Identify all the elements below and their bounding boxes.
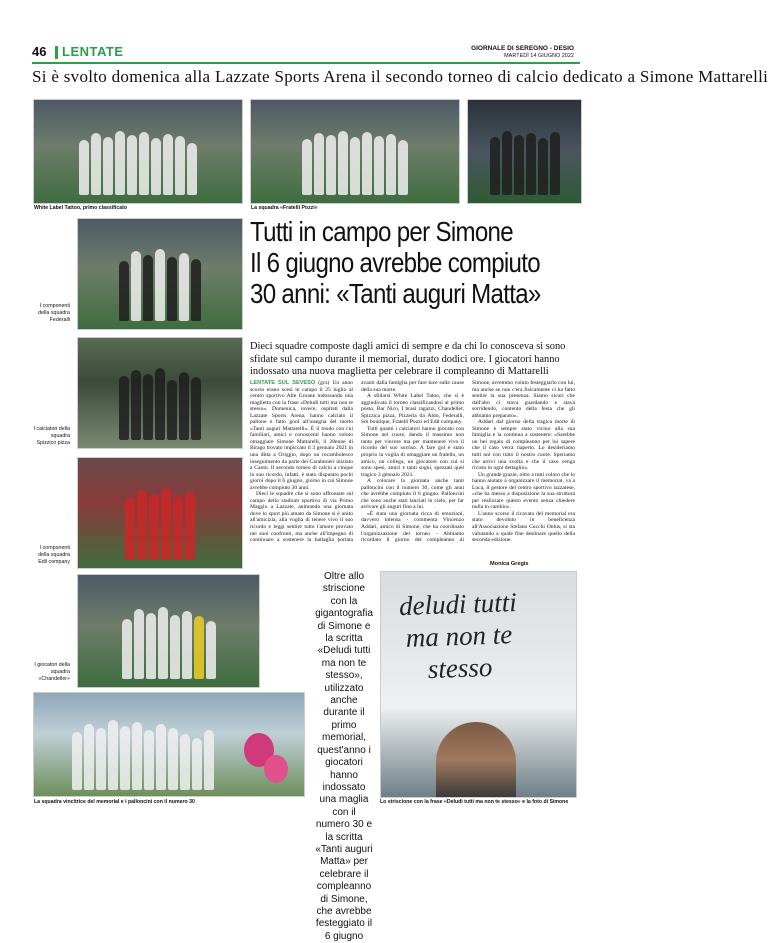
article-standfirst: Dieci squadre composte dagli amici di sempre e da chi lo conosceva si sono sfidate sul campo durante il memorial, durato dodici ore. I giocatori hanno indossato una nuova maglietta per celebrare il compleanno di Mattarelli <box>250 341 566 378</box>
page-number: 46 <box>32 44 47 59</box>
caption-vincitrice: La squadra vincitrice del memorial e i palloncini con il numero 30 <box>34 799 195 805</box>
body-paragraph: L'anno scorso il ricavato del memorial era stato devoluto in beneficenza all'Associazione Stefano Cucchi Onlus, si sta valutando a quale fine destinare quello della seconda edizione. <box>472 510 575 544</box>
publication-date: MARTEDÌ 14 GIUGNO 2022 <box>504 53 574 59</box>
dateline: LENTATE SUL SEVESO <box>250 380 316 386</box>
body-paragraph: A sfidarsi White Label Tatoo, che si è aggiudicata il torneo classificandosi al primo posto, Bar Nico, I brasi ragazzi, Chandeller, Spizzica pizza, Pizzeria da Aldo, Federalli, Sm boutique, Fratelli Pozzi ed Edil company. <box>361 393 464 426</box>
body-paragraph: LENTATE SUL SEVESO (gcs) Un anno scorso erano scesi in campo il 25 luglio al centro sportivo Alte Groane indossando una maglietta con la frase «Deludi tutti ma non te stesso». Domenica, invece, ospitati dalla Lazzate Sports Arena, hanno calciato il pallone e fatto gool all'insegna del motto «Tanti auguri Mattarelli». È il modo con cui familiari, amici e conoscenti hanno voluto omaggiare Simone Mattarelli, il 28enne di Birago trovato impiccato il 3 gennaio 2021 in una ditta a Origgio, dopo un rocambolesco inseguimento da parte dei Carabinieri iniziato a Cantù. Il secondo torneo di calcio a cinque in suo ricordo, infatti, è stato disputato pochi giorni dopo il 6 giugno, giorno in cui Simone avrebbe compiuto 30 anni. <box>250 380 353 491</box>
banner-slogan: deludi tutti ma non te stesso <box>398 586 518 685</box>
headline-line-2: Il 6 giugno avrebbe compiuto <box>250 247 540 278</box>
body-paragraph: «È stata una giornata ricca di emozioni, davvero intensa - commenta Vincenzo Addari, amico di Simone, che ha coordinato l'organizzazione del torneo - Abbiamo ricordato il giorno del compleanno di Simone, avremmo voluto festeggiarlo con lui, ma anche se non c'era fisicamente ci ha fatto sentire la sua presenza. Siamo sicuri che dall'alto ci stava guardando e stava sorridendo, contento della festa che gli abbiamo preparato». <box>361 380 575 544</box>
portrait-photo <box>436 722 516 797</box>
balloon-30 <box>264 755 288 783</box>
caption-federalli: I componenti della squadra Federalli <box>38 303 70 323</box>
headline-line-3: 30 anni: «Tanti auguri Matta» <box>250 278 541 309</box>
caption-fratelli-pozzi: La squadra «Fratelli Pozzi» <box>251 205 318 211</box>
body-paragraph: Un grande grazie, oltre a tutti coloro che lo hanno aiutato a organizzare il memorial, va a Luca, il gestore del centro sportivo lazzatese, «che ha messo a disposizione la sua struttura per realizzare questo evento senza chiedere nulla in cambio». <box>472 471 575 511</box>
publication-name: GIORNALE DI SEREGNO - DESIO <box>471 45 574 52</box>
photo-edil-team <box>77 457 243 569</box>
caption-chandeller: I giocatori della squadra «Chandeller» <box>34 662 70 682</box>
article-kicker: Si è svolto domenica alla Lazzate Sports Arena il secondo torneo di calcio dedicato a Simone Mattarelli <box>32 67 768 86</box>
body-paragraph: Addari dal giorno della tragica morte di Simone è sempre stato vicino alla sua famiglia e la continua a sostenere: «Sarebbe un bel regalo di compleanno per lui sapere che il caso verrà riaperto. Lo desideriamo tutti noi con tutto il nostro cuore. Speriamo che arrivi una svolta e che il caso venga rivisto in ogni dettaglio». <box>472 419 575 472</box>
header-divider <box>32 62 580 64</box>
photo-winning-team-balloons <box>33 692 305 797</box>
article-headline <box>250 216 541 309</box>
photo-dark-jersey-team <box>467 99 582 204</box>
body-paragraph: A colorare la giornata anche tanti palloncini con il numero 30, come gli anni che avrebbe compiuto il 6 giugno. Palloncini che sono anche stati lanciati in cielo, per far arrivare gli auguri fino a lui. <box>361 478 464 511</box>
photo-spizzico-team <box>77 337 243 449</box>
photo-white-label-team <box>33 99 243 204</box>
section-marker <box>55 46 58 59</box>
section-title: LENTATE <box>62 44 124 59</box>
caption-spizzico: I calciatori della squadra Spizzico pizza <box>33 426 70 446</box>
caption-edil: I componenti della squadra Edil company <box>38 545 70 565</box>
body-paragraph: Tutti quanti i calciatori hanno giocato con Simone nel cuore, dando il massimo non tanto per vincere ma per mantenere vivo il ricordo del suo sorriso. A fare gol è stato proprio la voglia di omaggiare un fratello, un amico, un collega, un giocatore con cui si sono spesi, amici e tanti sogni, spezzati quel tragico 3 gennaio 2021. <box>361 425 464 478</box>
author-signature: Monica Gregis <box>490 561 529 567</box>
article-body <box>250 380 575 566</box>
photo-federalli-team <box>77 218 243 330</box>
caption-striscione: Lo striscione con la frase «Deludi tutti ma non te stesso» e la foto di Simone <box>380 799 569 805</box>
body-paragraph: Dieci le squadre che si sono affrontate sul campo dello stadium sportivo di via Primo Maggio a Lazzate, animando una giornata dove lo sport più amato da Simone si è unito all'amicizia, alla voglia di tenere vivo il suo ricordo e leggi sentire tutto l'amore provato nei suoi confronti, ma anche all'impegno di continuare a sostenere la battaglia portata avanti dalla famiglia per fare luce sulle cause della sua morte. <box>250 380 464 544</box>
pull-quote: Oltre allo striscione con la gigantografia di Simone e la scritta «Deludi tutti ma non te stesso», utilizzato anche durante il primo memorial, quest'anno i giocatori hanno indossato una maglia con il numero 30 e la scritta «Tanti auguri Matta» per celebrare il compleanno di Simone, che avrebbe festeggiato il 6 giugno <box>315 571 373 942</box>
photo-chandeller-team <box>77 574 260 688</box>
headline-line-1: Tutti in campo per Simone <box>250 216 513 247</box>
caption-white-label: White Label Tattoo, primo classificato <box>34 205 128 211</box>
photo-fratelli-pozzi-team <box>250 99 460 204</box>
